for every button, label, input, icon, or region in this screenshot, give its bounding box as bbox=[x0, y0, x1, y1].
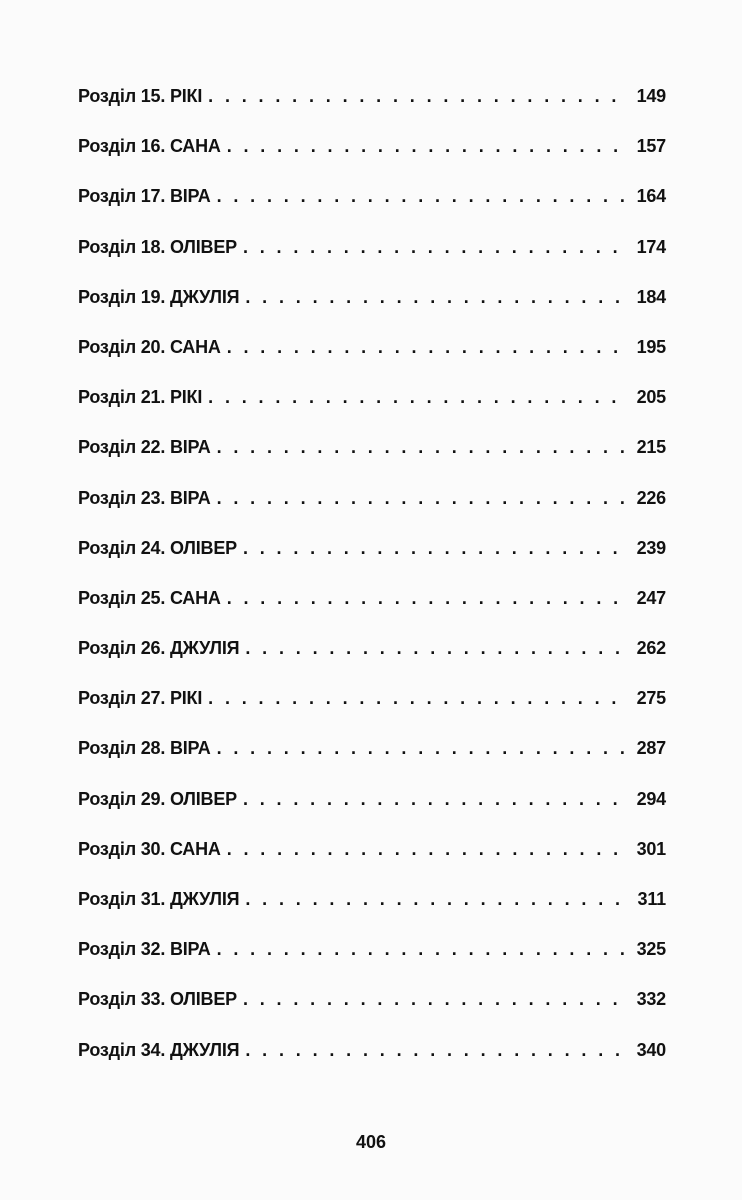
toc-entry bbox=[78, 387, 666, 437]
dot-leader bbox=[208, 86, 624, 107]
toc-entry-page: 340 bbox=[636, 1039, 666, 1060]
toc-entry-page: 239 bbox=[636, 537, 666, 558]
toc-entry-page: 247 bbox=[636, 587, 666, 608]
dot-leader bbox=[217, 738, 624, 759]
page-number: 406 bbox=[355, 1132, 387, 1152]
toc-entry-page: 195 bbox=[636, 336, 666, 357]
toc-entry bbox=[78, 136, 666, 186]
toc-entry-title: Розділ 21. РІКІ bbox=[78, 387, 203, 408]
toc-entry bbox=[78, 889, 666, 939]
toc-entry bbox=[78, 989, 666, 1039]
toc-entry bbox=[78, 738, 666, 788]
dot-leader bbox=[208, 688, 624, 709]
dot-leader bbox=[243, 538, 624, 559]
dot-leader bbox=[227, 839, 624, 860]
toc-entry-page: 205 bbox=[636, 387, 666, 408]
toc-entry-page: 301 bbox=[636, 838, 666, 859]
toc-entry-title: Розділ 25. САНА bbox=[78, 587, 221, 608]
dot-leader bbox=[243, 989, 624, 1010]
toc-entry-title: Розділ 23. ВІРА bbox=[78, 487, 211, 508]
dot-leader bbox=[227, 136, 624, 157]
toc-entry-title: Розділ 30. САНА bbox=[78, 838, 221, 859]
toc-entry bbox=[78, 789, 666, 839]
toc-entry-page: 226 bbox=[636, 487, 666, 508]
toc-entry bbox=[78, 538, 666, 588]
toc-entry bbox=[78, 86, 666, 136]
toc-entry-title: Розділ 22. ВІРА bbox=[78, 437, 211, 458]
toc-entry bbox=[78, 437, 666, 487]
toc-entry bbox=[78, 237, 666, 287]
dot-leader bbox=[227, 588, 624, 609]
dot-leader bbox=[217, 488, 624, 509]
dot-leader bbox=[217, 186, 624, 207]
table-of-contents bbox=[78, 86, 666, 1090]
dot-leader bbox=[245, 889, 624, 910]
dot-leader bbox=[217, 939, 624, 960]
toc-entry-title: Розділ 18. ОЛІВЕР bbox=[78, 236, 237, 257]
dot-leader bbox=[245, 287, 624, 308]
toc-entry-title: Розділ 33. ОЛІВЕР bbox=[78, 989, 237, 1010]
toc-entry-page: 215 bbox=[636, 437, 666, 458]
toc-entry-page: 164 bbox=[636, 186, 666, 207]
toc-entry-title: Розділ 27. РІКІ bbox=[78, 688, 203, 709]
toc-entry bbox=[78, 688, 666, 738]
toc-entry bbox=[78, 939, 666, 989]
toc-entry bbox=[78, 488, 666, 538]
toc-entry-title: Розділ 28. ВІРА bbox=[78, 738, 211, 759]
toc-entry-title: Розділ 29. ОЛІВЕР bbox=[78, 788, 237, 809]
toc-entry-title: Розділ 34. ДЖУЛІЯ bbox=[78, 1039, 240, 1060]
toc-entry-page: 311 bbox=[637, 889, 666, 909]
toc-entry bbox=[78, 337, 666, 387]
dot-leader bbox=[217, 437, 624, 458]
toc-entry bbox=[78, 839, 666, 889]
toc-entry bbox=[78, 638, 666, 688]
toc-entry-page: 275 bbox=[636, 688, 666, 709]
toc-entry-title: Розділ 20. САНА bbox=[78, 336, 221, 357]
dot-leader bbox=[227, 337, 624, 358]
toc-entry-title: Розділ 16. САНА bbox=[78, 136, 221, 157]
toc-entry-page: 149 bbox=[636, 86, 666, 106]
toc-entry bbox=[78, 1040, 666, 1090]
toc-entry-title: Розділ 26. ДЖУЛІЯ bbox=[78, 638, 240, 659]
dot-leader bbox=[245, 1040, 624, 1061]
toc-entry-page: 157 bbox=[636, 136, 666, 157]
toc-entry-page: 262 bbox=[636, 638, 666, 659]
dot-leader bbox=[208, 387, 624, 408]
toc-entry bbox=[78, 588, 666, 638]
toc-entry-page: 294 bbox=[636, 788, 666, 809]
toc-entry-title: Розділ 15. РІКІ bbox=[78, 86, 203, 106]
toc-entry-title: Розділ 17. ВІРА bbox=[78, 186, 211, 207]
toc-entry-page: 287 bbox=[636, 738, 666, 759]
toc-entry bbox=[78, 287, 666, 337]
toc-entry-title: Розділ 32. ВІРА bbox=[78, 939, 211, 960]
dot-leader bbox=[245, 638, 624, 659]
toc-entry-page: 174 bbox=[636, 236, 666, 257]
toc-entry-title: Розділ 24. ОЛІВЕР bbox=[78, 537, 237, 558]
toc-entry-page: 325 bbox=[636, 939, 666, 960]
toc-entry-page: 184 bbox=[636, 286, 666, 307]
toc-entry-title: Розділ 19. ДЖУЛІЯ bbox=[78, 286, 240, 307]
dot-leader bbox=[243, 789, 624, 810]
toc-entry bbox=[78, 186, 666, 236]
toc-entry-title: Розділ 31. ДЖУЛІЯ bbox=[78, 889, 240, 909]
toc-entry-page: 332 bbox=[636, 989, 666, 1010]
dot-leader bbox=[243, 237, 624, 258]
